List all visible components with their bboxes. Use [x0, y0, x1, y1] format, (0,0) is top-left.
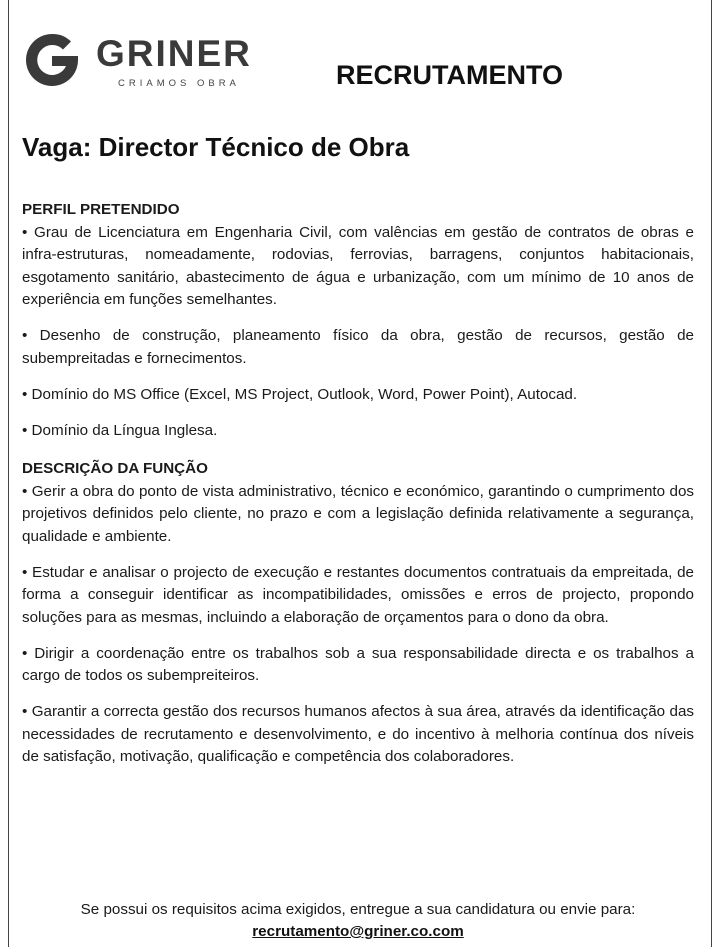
description-item: • Gerir a obra do ponto de vista administrativo, técnico e económico, garantindo o cumprimento dos projetivos definidos pelo cliente, no prazo e com a legislação definida relativamente a segurança, qualidade e ambiente. — [22, 482, 694, 545]
profile-item: • Grau de Licenciatura em Engenharia Civil, com valências em gestão de contratos de obras e infra-estruturas, nomeadamente, rodovias, ferrovias, barragens, conjuntos habitacionais, esgotamento sanitário, abastecimento de água e urbanização, com um mínimo de 10 anos de experiência em funções semelhantes. — [22, 223, 694, 308]
footer-text: Se possui os requisitos acima exigidos, entregue a sua candidatura ou envie para: — [80, 901, 636, 918]
contact-email-link[interactable]: recrutamento@griner.co.com — [252, 923, 464, 940]
griner-g-logo-icon — [22, 30, 82, 90]
footer — [22, 899, 694, 943]
description-item: • Estudar e analisar o projecto de execução e restantes documentos contratuais da empreitada, de forma a conseguir identificar as incompatibilidades, omissões e erros de projecto, propondo soluções para as mesmas, incluindo a elaboração de orçamentos para o dono da obra. — [22, 563, 694, 626]
profile-item: • Domínio da Língua Inglesa. — [22, 421, 218, 439]
description-item: • Garantir a correcta gestão dos recursos humanos afectos à sua área, através da identificação das necessidades de recrutamento e desenvolvimento, e do incentivo à melhoria contínua dos níveis de satisfação, motivação, qualificação e competência dos colaboradores. — [22, 703, 694, 765]
profile-heading: PERFIL PRETENDIDO — [22, 201, 180, 218]
job-title: Vaga: Director Técnico de Obra — [22, 132, 410, 162]
profile-item: • Domínio do MS Office (Excel, MS Project, Outlook, Word, Power Point), Autocad. — [22, 385, 578, 403]
page-title: RECRUTAMENTO — [336, 60, 563, 90]
griner-logo — [22, 28, 252, 100]
logo-name: GRINER — [96, 33, 252, 74]
description-item: • Dirigir a coordenação entre os trabalhos sob a sua responsabilidade directa e os trabalhos a cargo de todos os subempreiteiros. — [22, 644, 694, 684]
faded-header-strip — [8, 0, 712, 26]
job-body — [22, 199, 694, 769]
description-heading: DESCRIÇÃO DA FUNÇÃO — [22, 460, 208, 477]
profile-item: • Desenho de construção, planeamento físico da obra, gestão de recursos, gestão de subempreitadas e fornecimentos. — [22, 327, 694, 367]
logo-tagline: CRIAMOS OBRA — [118, 78, 240, 89]
